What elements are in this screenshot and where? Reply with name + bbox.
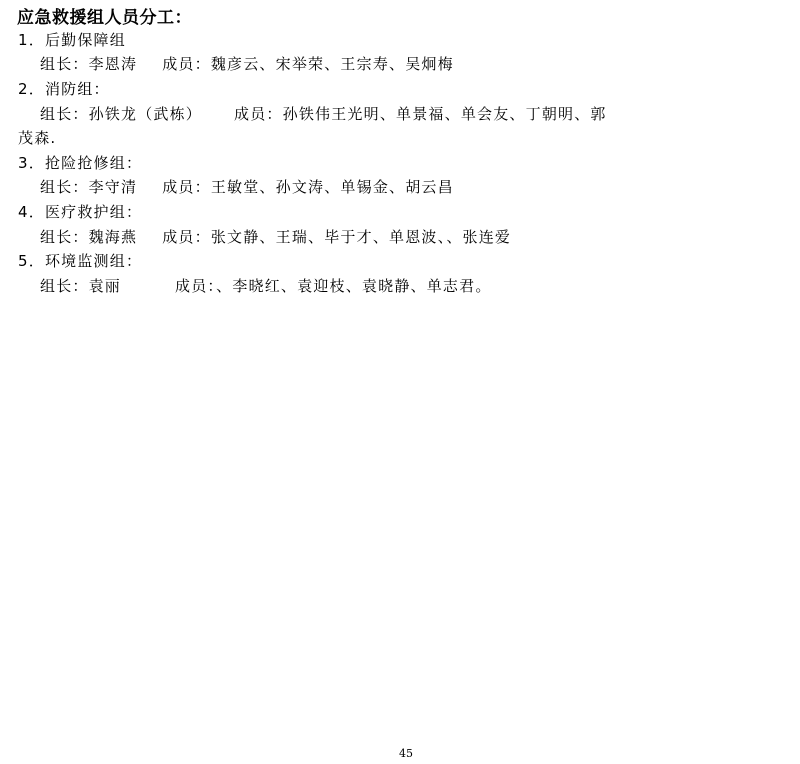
members-label: 成员： <box>162 178 211 196</box>
leader-label: 组长： <box>40 105 89 123</box>
members-label: 成员： <box>234 105 283 123</box>
page-number: 45 <box>399 747 413 760</box>
members-list: 张文静、王瑞、毕于才、单恩波、、张连爱 <box>210 228 512 246</box>
leader-label: 组长： <box>40 277 89 295</box>
leader-name: 李恩涛 <box>88 55 138 73</box>
members-label: 成员： <box>175 277 217 295</box>
section-heading-logistics: 1．后勤保障组 <box>18 31 126 49</box>
section-line-medical <box>40 227 511 247</box>
section-heading-medical: 4．医疗救护组： <box>18 203 143 221</box>
leader-name: 袁丽 <box>88 277 122 295</box>
members-list: 孙铁伟王光明、单景福、单会友、丁朝明、郭 <box>282 105 607 123</box>
leader-label: 组长： <box>40 228 89 246</box>
members-list-continuation: 茂森. <box>18 129 57 147</box>
section-heading-fire: 2．消防组： <box>18 80 110 98</box>
leader-name: 李守清 <box>88 178 138 196</box>
leader-name: 孙铁龙（武栋） <box>88 105 203 123</box>
section-line-environment <box>40 276 492 296</box>
section-heading-repair: 3．抢险抢修组： <box>18 154 143 172</box>
leader-name: 魏海燕 <box>88 228 138 246</box>
members-label: 成员： <box>162 55 211 73</box>
members-list: 、李晓红、袁迎枝、袁晓静、单志君。 <box>216 277 492 295</box>
leader-label: 组长： <box>40 55 89 73</box>
document-title: 应急救援组人员分工： <box>17 8 192 28</box>
section-heading-environment: 5．环境监测组： <box>18 252 143 270</box>
members-label: 成员： <box>162 228 211 246</box>
members-list: 王敏堂、孙文涛、单锡金、胡云昌 <box>210 178 454 196</box>
section-line-fire <box>40 104 607 124</box>
section-line-repair <box>40 177 454 197</box>
section-line-logistics <box>40 54 454 74</box>
leader-label: 组长： <box>40 178 89 196</box>
members-list: 魏彦云、宋举荣、王宗寿、吴炯梅 <box>210 55 454 73</box>
